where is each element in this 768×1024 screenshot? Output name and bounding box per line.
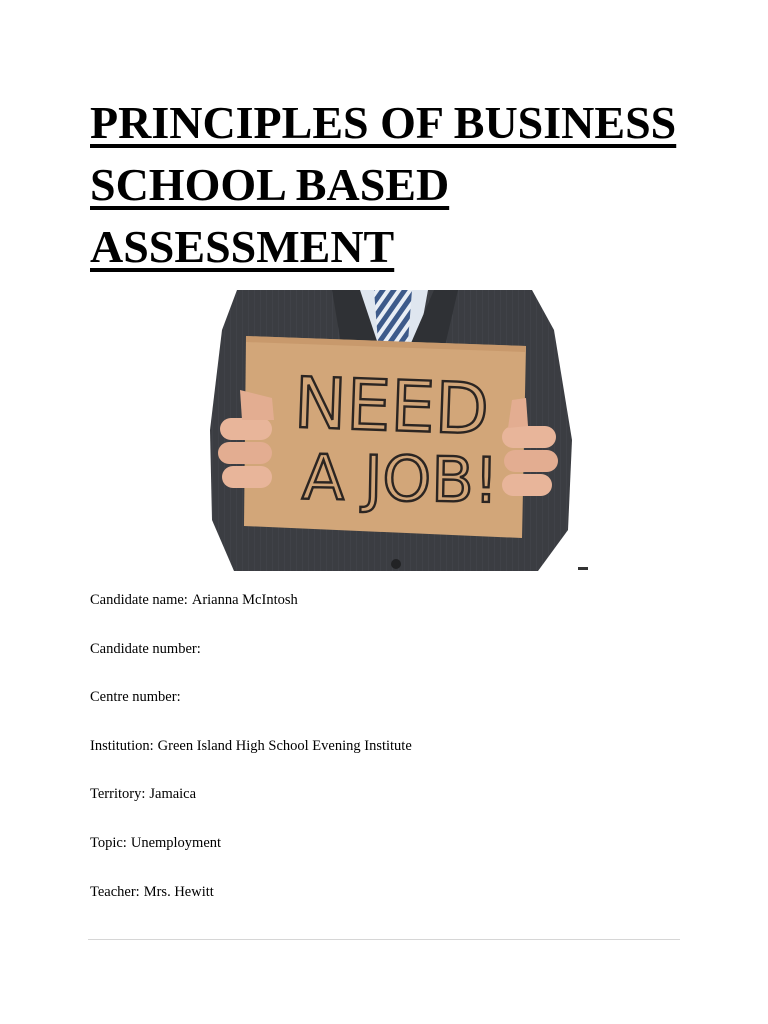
cover-image-need-a-job — [182, 290, 588, 571]
field-candidate-name — [90, 590, 690, 639]
field-institution — [90, 736, 690, 785]
field-teacher — [90, 882, 690, 931]
field-label: Topic: — [90, 834, 127, 851]
document-title — [90, 92, 690, 278]
title-line-3: ASSESSMENT — [90, 221, 395, 272]
field-label: Institution: — [90, 737, 154, 754]
field-label: Candidate number: — [90, 640, 201, 657]
image-marker — [578, 567, 588, 570]
field-label: Centre number: — [90, 689, 181, 706]
cardboard-sign — [244, 336, 526, 538]
title-line-2: SCHOOL BASED — [90, 159, 450, 210]
tie — [374, 290, 412, 342]
field-topic — [90, 833, 690, 882]
field-value: Mrs. Hewitt — [143, 883, 214, 900]
field-label: Territory: — [90, 786, 146, 803]
field-value: Jamaica — [149, 786, 197, 803]
candidate-details — [90, 590, 690, 930]
field-centre-number — [90, 687, 690, 736]
field-candidate-number — [90, 639, 690, 688]
field-territory — [90, 784, 690, 833]
page-divider — [88, 939, 680, 940]
field-value: Arianna McIntosh — [191, 592, 298, 608]
field-value: Unemployment — [130, 834, 222, 851]
sign-line-1: NEED — [292, 361, 491, 451]
sign-line-2: A JOB! — [301, 440, 500, 518]
field-label: Candidate name: — [90, 592, 188, 608]
field-label: Teacher: — [90, 883, 140, 900]
field-value: Green Island High School Evening Institute — [157, 737, 412, 754]
title-line-1: PRINCIPLES OF BUSINESS — [90, 97, 677, 148]
